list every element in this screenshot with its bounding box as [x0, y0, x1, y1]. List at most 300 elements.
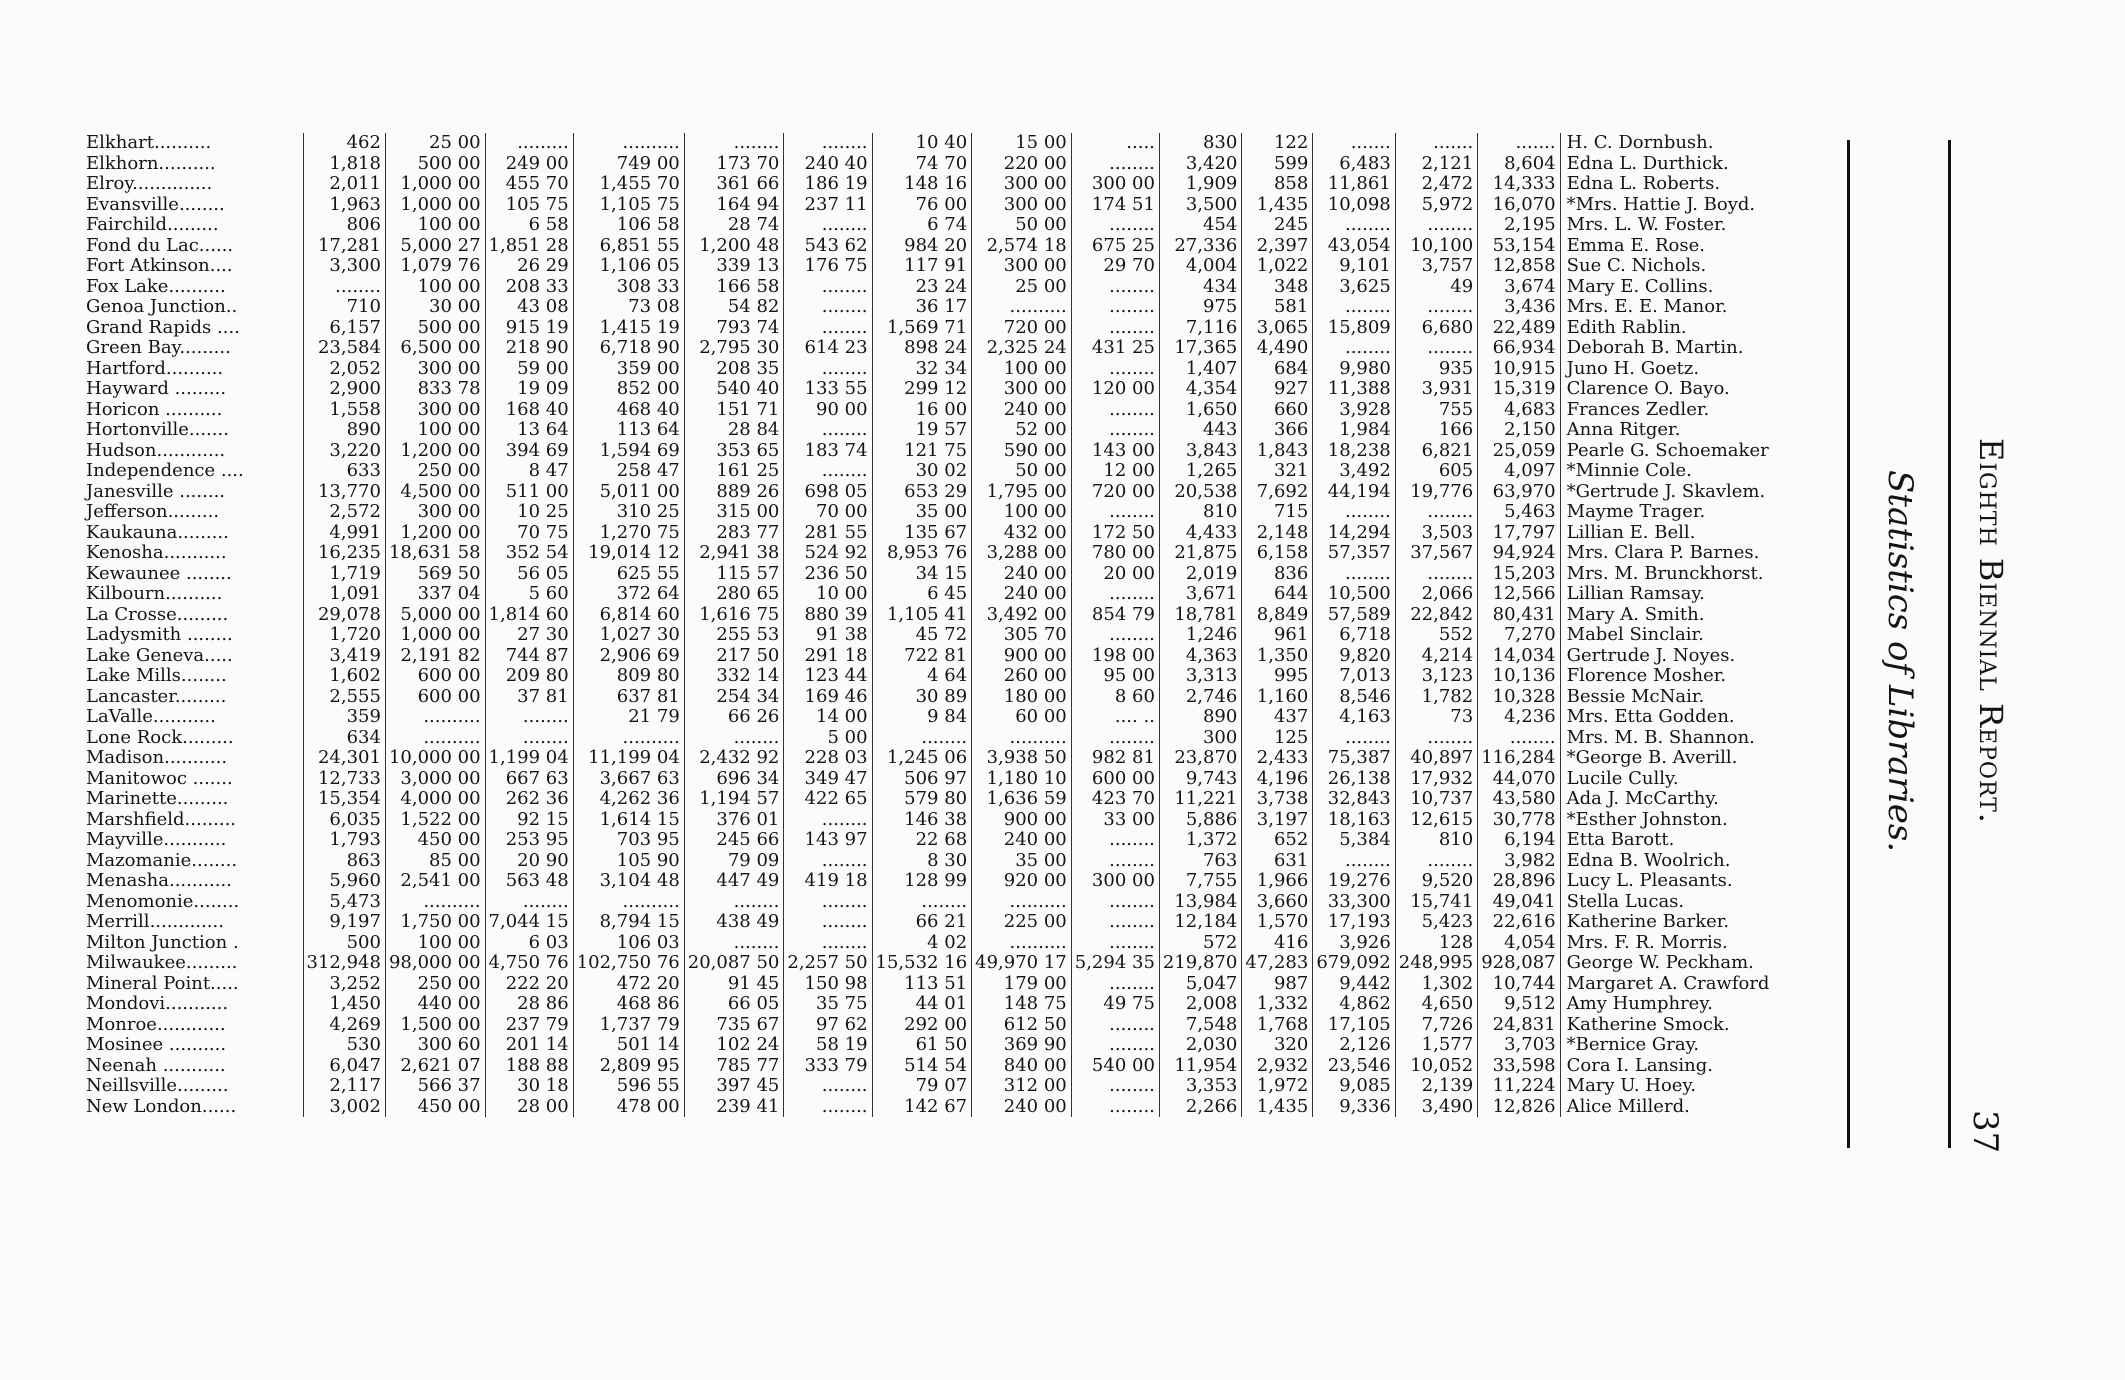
table-cell: 3,000 00	[385, 769, 485, 790]
table-cell: 61 50	[872, 1035, 972, 1056]
table-cell: 26 29	[485, 256, 573, 277]
table-cell: 208 35	[684, 359, 784, 380]
table-row	[80, 441, 1830, 462]
librarian-name: Mary E. Collins.	[1566, 276, 1714, 297]
table-cell: 468 86	[573, 994, 684, 1015]
table-cell: 1,199 04	[485, 748, 573, 769]
library-town: Kewaunee ........	[86, 563, 232, 584]
library-town: LaValle...........	[86, 707, 216, 728]
report-subtitle: Statistics of Libraries.	[1880, 470, 1920, 853]
table-cell: ..........	[972, 933, 1072, 954]
table-cell: 249 00	[485, 154, 573, 175]
table-cell: 3,503	[1395, 523, 1477, 544]
table-cell: 73	[1395, 707, 1477, 728]
table-cell: ........	[684, 933, 784, 954]
table-cell: 900 00	[972, 646, 1072, 667]
table-cell: 6 03	[485, 933, 573, 954]
table-cell: 70 75	[485, 523, 573, 544]
table-cell: 1,972	[1242, 1076, 1313, 1097]
librarian-name: Bessie McNair.	[1566, 686, 1705, 707]
table-cell: 117 91	[872, 256, 972, 277]
table-row	[80, 769, 1830, 790]
table-cell: 566 37	[385, 1076, 485, 1097]
table-cell: 348	[1242, 277, 1313, 298]
table-cell: 183 74	[784, 441, 872, 462]
table-cell: 3,252	[303, 974, 385, 995]
table-cell: 450 00	[385, 830, 485, 851]
table-cell: 66 05	[684, 994, 784, 1015]
table-cell: 10 25	[485, 502, 573, 523]
table-cell: 572	[1159, 933, 1241, 954]
table-cell: 3,123	[1395, 666, 1477, 687]
table-cell: 13,770	[303, 482, 385, 503]
table-cell: 563 48	[485, 871, 573, 892]
librarian-name: Deborah B. Martin.	[1566, 338, 1744, 359]
table-cell: 2,117	[303, 1076, 385, 1097]
table-cell: 1,246	[1159, 625, 1241, 646]
librarian-name: Edna L. Durthick.	[1566, 153, 1729, 174]
librarian-name: Stella Lucas.	[1566, 891, 1685, 912]
table-cell: 23,870	[1159, 748, 1241, 769]
table-cell: 19,776	[1395, 482, 1477, 503]
table-cell: 27 30	[485, 625, 573, 646]
table-cell: 3,660	[1242, 892, 1313, 913]
table-cell: 237 11	[784, 195, 872, 216]
table-cell: ........	[784, 1097, 872, 1118]
table-cell: 17,193	[1313, 912, 1395, 933]
table-row	[80, 912, 1830, 933]
table-row	[80, 154, 1830, 175]
table-cell: 2,139	[1395, 1076, 1477, 1097]
table-cell: 281 55	[784, 523, 872, 544]
table-cell: 4,163	[1313, 707, 1395, 728]
table-cell: 9,085	[1313, 1076, 1395, 1097]
table-cell: 2,795 30	[684, 338, 784, 359]
table-cell: 250 00	[385, 974, 485, 995]
table-cell: 372 64	[573, 584, 684, 605]
table-cell: 173 70	[684, 154, 784, 175]
librarian-name: Emma E. Rose.	[1566, 235, 1705, 256]
table-cell: 19 09	[485, 379, 573, 400]
table-cell: 4,236	[1478, 707, 1560, 728]
table-cell: 637 81	[573, 687, 684, 708]
table-cell: 984 20	[872, 236, 972, 257]
table-cell: 308 33	[573, 277, 684, 298]
table-cell: ........	[1395, 215, 1477, 236]
table-cell: ........	[1071, 359, 1159, 380]
table-cell: 18,631 58	[385, 543, 485, 564]
table-cell: 3,757	[1395, 256, 1477, 277]
table-cell: 19 57	[872, 420, 972, 441]
library-town: Horicon ..........	[86, 399, 223, 420]
table-cell: 3,625	[1313, 277, 1395, 298]
table-cell: 122	[1242, 133, 1313, 154]
table-cell: 28 84	[684, 420, 784, 441]
table-cell: 168 40	[485, 400, 573, 421]
table-cell: ..........	[972, 728, 1072, 749]
table-cell: 1,200 00	[385, 441, 485, 462]
library-town: Kilbourn..........	[86, 584, 223, 605]
table-cell: 66 26	[684, 707, 784, 728]
table-cell: 12,858	[1478, 256, 1560, 277]
table-row	[80, 810, 1830, 831]
table-cell: 543 62	[784, 236, 872, 257]
table-cell: 30 02	[872, 461, 972, 482]
librarian-name: Florence Mosher.	[1566, 666, 1727, 687]
table-row	[80, 400, 1830, 421]
table-cell: 23,584	[303, 338, 385, 359]
table-cell: 696 34	[684, 769, 784, 790]
library-town: Merrill.............	[86, 912, 224, 933]
table-cell: 450 00	[385, 1097, 485, 1118]
table-cell: 15,354	[303, 789, 385, 810]
table-cell: ..........	[385, 707, 485, 728]
table-cell: 1,602	[303, 666, 385, 687]
table-cell: 228 03	[784, 748, 872, 769]
library-town: Mosinee ..........	[86, 1035, 227, 1056]
table-cell: 634	[303, 728, 385, 749]
table-cell: 432 00	[972, 523, 1072, 544]
table-cell: 1,200 00	[385, 523, 485, 544]
table-cell: 11,224	[1478, 1076, 1560, 1097]
table-cell: 45 72	[872, 625, 972, 646]
table-cell: ........	[784, 359, 872, 380]
librarian-name: Sue C. Nichols.	[1566, 256, 1707, 277]
table-cell: 90 00	[784, 400, 872, 421]
table-cell: 237 79	[485, 1015, 573, 1036]
table-cell: 161 25	[684, 461, 784, 482]
table-cell: 2,066	[1395, 584, 1477, 605]
table-cell: 217 50	[684, 646, 784, 667]
table-cell: ........	[1313, 338, 1395, 359]
table-cell: 1,569 71	[872, 318, 972, 339]
table-cell: 423 70	[1071, 789, 1159, 810]
table-cell: 810	[1159, 502, 1241, 523]
table-cell: 3,843	[1159, 441, 1241, 462]
table-row	[80, 482, 1830, 503]
table-cell: 987	[1242, 974, 1313, 995]
table-cell: ........	[1071, 400, 1159, 421]
library-town: La Crosse.........	[86, 604, 229, 625]
table-cell: 20,538	[1159, 482, 1241, 503]
librarian-name: Edna B. Woolrich.	[1566, 850, 1731, 871]
table-cell: 361 66	[684, 174, 784, 195]
table-cell: 208 33	[485, 277, 573, 298]
table-cell: ........	[872, 728, 972, 749]
table-cell: 600 00	[1071, 769, 1159, 790]
table-cell: 863	[303, 851, 385, 872]
library-town: Lancaster.........	[86, 686, 227, 707]
table-cell: 50 00	[972, 215, 1072, 236]
table-cell: 928,087	[1478, 953, 1560, 974]
table-cell: 22 68	[872, 830, 972, 851]
table-cell: ........	[784, 318, 872, 339]
table-cell: 75,387	[1313, 748, 1395, 769]
table-cell: 2,266	[1159, 1097, 1241, 1118]
table-cell: 105 75	[485, 195, 573, 216]
table-cell: ........	[303, 277, 385, 298]
table-cell: 113 51	[872, 974, 972, 995]
table-cell: 1,302	[1395, 974, 1477, 995]
table-cell: 3,419	[303, 646, 385, 667]
table-cell: 6 74	[872, 215, 972, 236]
table-cell: 17,932	[1395, 769, 1477, 790]
table-cell: 79 09	[684, 851, 784, 872]
table-cell: 675 25	[1071, 236, 1159, 257]
table-cell: 36 17	[872, 297, 972, 318]
table-cell: 305 70	[972, 625, 1072, 646]
table-cell: 13 64	[485, 420, 573, 441]
table-cell: ........	[1071, 625, 1159, 646]
table-row	[80, 789, 1830, 810]
table-cell: 37,567	[1395, 543, 1477, 564]
table-cell: 511 00	[485, 482, 573, 503]
table-cell: 92 15	[485, 810, 573, 831]
table-cell: 240 00	[972, 564, 1072, 585]
table-cell: 900 00	[972, 810, 1072, 831]
table-cell: ........	[784, 810, 872, 831]
librarian-name: Mary U. Hoey.	[1566, 1076, 1696, 1097]
table-cell: 66,934	[1478, 338, 1560, 359]
librarian-name: Katherine Barker.	[1566, 912, 1730, 933]
table-cell: 8,794 15	[573, 912, 684, 933]
table-row	[80, 830, 1830, 851]
table-row	[80, 687, 1830, 708]
table-cell: 3,002	[303, 1097, 385, 1118]
table-cell: 2,195	[1478, 215, 1560, 236]
table-cell: 720 00	[1071, 482, 1159, 503]
table-cell: 188 88	[485, 1056, 573, 1077]
table-cell: 17,797	[1478, 523, 1560, 544]
table-cell: 540 00	[1071, 1056, 1159, 1077]
library-town: Hayward .........	[86, 379, 227, 400]
table-cell: 300 00	[972, 256, 1072, 277]
table-cell: ........	[784, 420, 872, 441]
table-cell: 352 54	[485, 543, 573, 564]
table-cell: 793 74	[684, 318, 784, 339]
table-cell: 40,897	[1395, 748, 1477, 769]
librarian-name: Pearle G. Schoemaker	[1566, 440, 1769, 461]
table-cell: 312,948	[303, 953, 385, 974]
table-cell: 715	[1242, 502, 1313, 523]
table-cell: ........	[1071, 502, 1159, 523]
table-cell: 8,546	[1313, 687, 1395, 708]
library-town: Madison...........	[86, 748, 228, 769]
table-cell: 310 25	[573, 502, 684, 523]
table-cell: 240 00	[972, 584, 1072, 605]
library-town: Mazomanie........	[86, 850, 238, 871]
table-cell: 652	[1242, 830, 1313, 851]
table-cell: 3,353	[1159, 1076, 1241, 1097]
table-cell: 3,492	[1313, 461, 1395, 482]
page-number: 37	[1965, 1110, 2005, 1154]
table-cell: ........	[1071, 912, 1159, 933]
table-cell: ........	[784, 461, 872, 482]
table-cell: 98,000 00	[385, 953, 485, 974]
table-cell: 2,257 50	[784, 953, 872, 974]
table-cell: 7,116	[1159, 318, 1241, 339]
table-cell: 1,720	[303, 625, 385, 646]
table-cell: 1,594 69	[573, 441, 684, 462]
table-cell: 2,433	[1242, 748, 1313, 769]
table-cell: 1,106 05	[573, 256, 684, 277]
table-cell: 447 49	[684, 871, 784, 892]
table-cell: 123 44	[784, 666, 872, 687]
table-cell: 431 25	[1071, 338, 1159, 359]
table-cell: 780 00	[1071, 543, 1159, 564]
table-cell: 1,843	[1242, 441, 1313, 462]
table-cell: .....	[1071, 133, 1159, 154]
table-cell: ........	[485, 892, 573, 913]
table-cell: 5,886	[1159, 810, 1241, 831]
library-town: Menasha...........	[86, 871, 232, 892]
table-cell: ........	[1395, 564, 1477, 585]
table-cell: 434	[1159, 277, 1241, 298]
table-row	[80, 420, 1830, 441]
table-row	[80, 256, 1830, 277]
table-cell: 53,154	[1478, 236, 1560, 257]
table-cell: 1,265	[1159, 461, 1241, 482]
table-cell: ........	[784, 892, 872, 913]
table-cell: 540 40	[684, 379, 784, 400]
librarian-name: *Gertrude J. Skavlem.	[1566, 481, 1766, 502]
table-cell: 703 95	[573, 830, 684, 851]
table-row	[80, 461, 1830, 482]
table-cell: 3,490	[1395, 1097, 1477, 1118]
table-cell: 11,954	[1159, 1056, 1241, 1077]
table-row	[80, 666, 1830, 687]
table-cell: 2,621 07	[385, 1056, 485, 1077]
table-cell: 174 51	[1071, 195, 1159, 216]
table-cell: 37 81	[485, 687, 573, 708]
librarian-name: Edith Rablin.	[1566, 317, 1687, 338]
table-cell: .... ..	[1071, 707, 1159, 728]
table-cell: 1,984	[1313, 420, 1395, 441]
table-cell: ........	[1071, 277, 1159, 298]
table-cell: 2,574 18	[972, 236, 1072, 257]
library-town: Menomonie........	[86, 891, 240, 912]
table-cell: 56 05	[485, 564, 573, 585]
table-cell: 833 78	[385, 379, 485, 400]
table-body	[80, 133, 1830, 1117]
table-cell: 506 97	[872, 769, 972, 790]
table-cell: 146 38	[872, 810, 972, 831]
table-cell: 612 50	[972, 1015, 1072, 1036]
table-cell: 552	[1395, 625, 1477, 646]
table-cell: 94,924	[1478, 543, 1560, 564]
table-cell: 443	[1159, 420, 1241, 441]
table-cell: 166 58	[684, 277, 784, 298]
table-cell: 9,336	[1313, 1097, 1395, 1118]
table-cell: 220 00	[972, 154, 1072, 175]
table-cell: 9,512	[1478, 994, 1560, 1015]
table-cell: 4,683	[1478, 400, 1560, 421]
table-cell: 9,442	[1313, 974, 1395, 995]
table-cell: 16 00	[872, 400, 972, 421]
table-cell: ........	[784, 277, 872, 298]
librarian-name: Mrs. M. Brunckhorst.	[1566, 563, 1764, 584]
table-row	[80, 277, 1830, 298]
library-town: Fox Lake..........	[86, 276, 226, 297]
table-cell: 339 13	[684, 256, 784, 277]
table-cell: 8,953 76	[872, 543, 972, 564]
librarian-name: *George B. Averill.	[1566, 748, 1738, 769]
library-town: Lake Geneva.....	[86, 645, 233, 666]
library-town: Mineral Point.....	[86, 973, 239, 994]
table-cell: 6,035	[303, 810, 385, 831]
table-cell: 2,150	[1478, 420, 1560, 441]
table-cell: 27,336	[1159, 236, 1241, 257]
table-cell: 4,650	[1395, 994, 1477, 1015]
library-town: Neenah ...........	[86, 1055, 226, 1076]
table-cell: ........	[1071, 1035, 1159, 1056]
librarian-name: Mary A. Smith.	[1566, 604, 1705, 625]
table-cell: 222 20	[485, 974, 573, 995]
table-cell: 148 75	[972, 994, 1072, 1015]
table-cell: 3,931	[1395, 379, 1477, 400]
table-cell: 3,104 48	[573, 871, 684, 892]
table-cell: 91 38	[784, 625, 872, 646]
table-cell: ........	[784, 1076, 872, 1097]
table-cell: ........	[1071, 830, 1159, 851]
table-cell: 4,750 76	[485, 953, 573, 974]
table-cell: 501 14	[573, 1035, 684, 1056]
statistics-table	[80, 133, 1830, 1117]
table-cell: 438 49	[684, 912, 784, 933]
table-cell: 1,768	[1242, 1015, 1313, 1036]
table-cell: 151 71	[684, 400, 784, 421]
table-cell: 915 19	[485, 318, 573, 339]
table-row	[80, 748, 1830, 769]
table-cell: 6,158	[1242, 543, 1313, 564]
table-cell: 2,900	[303, 379, 385, 400]
table-cell: 854 79	[1071, 605, 1159, 626]
table-cell: 32 34	[872, 359, 972, 380]
librarian-name: Lillian E. Bell.	[1566, 522, 1696, 543]
table-cell: 12,184	[1159, 912, 1241, 933]
table-cell: 1,570	[1242, 912, 1313, 933]
table-cell: 128 99	[872, 871, 972, 892]
table-cell: 9,520	[1395, 871, 1477, 892]
table-cell: 106 03	[573, 933, 684, 954]
table-cell: 3,420	[1159, 154, 1241, 175]
table-cell: 1,818	[303, 154, 385, 175]
table-cell: 1,091	[303, 584, 385, 605]
table-cell: 579 80	[872, 789, 972, 810]
table-row	[80, 933, 1830, 954]
table-cell: ........	[784, 912, 872, 933]
library-town: Hartford..........	[86, 358, 224, 379]
table-cell: 462	[303, 133, 385, 154]
table-cell: .........	[485, 133, 573, 154]
table-cell: ........	[1395, 728, 1477, 749]
table-cell: 300 00	[972, 379, 1072, 400]
table-cell: 1,332	[1242, 994, 1313, 1015]
table-cell: 14,294	[1313, 523, 1395, 544]
table-cell: 7,548	[1159, 1015, 1241, 1036]
table-cell: 300 00	[385, 502, 485, 523]
table-row	[80, 236, 1830, 257]
table-cell: 29,078	[303, 605, 385, 626]
table-cell: 472 20	[573, 974, 684, 995]
table-cell: 755	[1395, 400, 1477, 421]
table-cell: 30 89	[872, 687, 972, 708]
table-cell: 416	[1242, 933, 1313, 954]
table-cell: 2,121	[1395, 154, 1477, 175]
table-cell: 6,680	[1395, 318, 1477, 339]
table-cell: 633	[303, 461, 385, 482]
table-cell: ........	[784, 215, 872, 236]
